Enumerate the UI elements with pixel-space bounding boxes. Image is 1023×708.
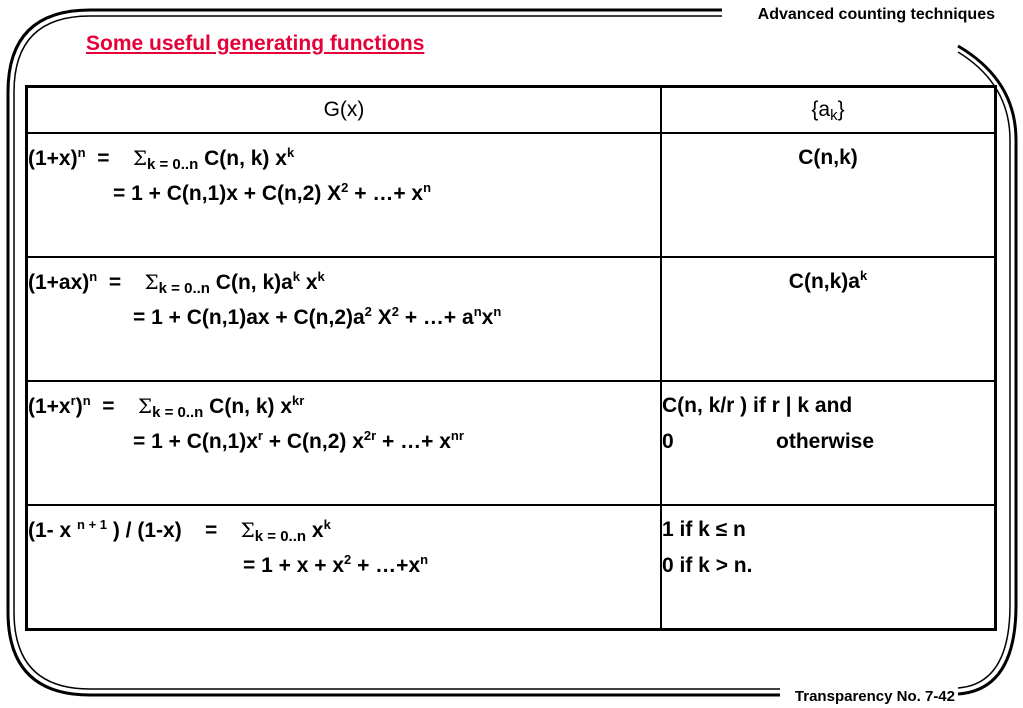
ak-cell	[661, 505, 996, 630]
sigma-symbol: Σ	[144, 270, 159, 294]
formula-line: = 1 + C(n,1)x + C(n,2) $X^2$ + …+ $x^n$	[113, 180, 432, 205]
table-row	[27, 133, 996, 257]
gx-cell	[27, 505, 662, 630]
generating-functions-table	[25, 85, 997, 631]
coefficient-line: 0 otherwise	[662, 430, 875, 453]
slide-title: Some useful generating functions	[86, 32, 425, 55]
table-row	[27, 505, 996, 630]
column-header-ak: $\{a_k\}$	[661, 87, 996, 134]
table-header-row	[27, 87, 996, 134]
formula-line: (1- x $^{n + 1}$ ) / (1-x) = $\Sigma_{k = 0..n}$ $x^k$	[28, 517, 331, 545]
formula-line: = $1 + x + x^2$ + $\dots+x^n$	[243, 552, 429, 577]
ak-cell	[661, 257, 996, 381]
column-header-gx: G(x)	[27, 87, 662, 134]
formula-line: $(1+ax)^n$ = $\Sigma_{k = 0..n}$ C(n, $k)a^k$ $x^k$	[28, 269, 325, 297]
formula-line: $(1+x)^n$ = $\Sigma_{k = 0..n}$ C(n, k) $x^k$	[28, 145, 295, 173]
coefficient-line: C(n,k)	[798, 146, 858, 169]
gx-cell	[27, 257, 662, 381]
table-row	[27, 257, 996, 381]
coefficient-line: $C(n,k)a^k$	[788, 268, 868, 293]
ak-cell	[661, 133, 996, 257]
sigma-symbol: Σ	[137, 394, 153, 418]
formula-line: = $1 + C(n,1)ax + C(n,2)a^2$ $X^2$ + …+ $a^nx^n$	[133, 304, 502, 329]
ak-cell	[661, 381, 996, 505]
gx-cell	[27, 381, 662, 505]
coefficient-line: 0 if k > n.	[662, 554, 753, 577]
coefficient-line: 1 if k ≤ n	[662, 518, 746, 541]
coefficient-line: C(n, k/r ) if r | k and	[662, 394, 853, 417]
sigma-symbol: Σ	[240, 518, 255, 542]
transparency-number: Transparency No. 7-42	[794, 688, 955, 705]
header-title: Advanced counting techniques	[757, 6, 995, 23]
formula-line: $(1+x^r)^n$ = $\Sigma_{k = 0..n}$ C(n, k) $x^{kr}$	[28, 393, 305, 421]
gx-cell	[27, 133, 662, 257]
sigma-symbol: Σ	[132, 146, 147, 170]
table-row	[27, 381, 996, 505]
formula-line: = $1 + C(n,1)x^r + C(n,2) x^{2r}$ + …+ $x^{nr}$	[133, 428, 464, 453]
